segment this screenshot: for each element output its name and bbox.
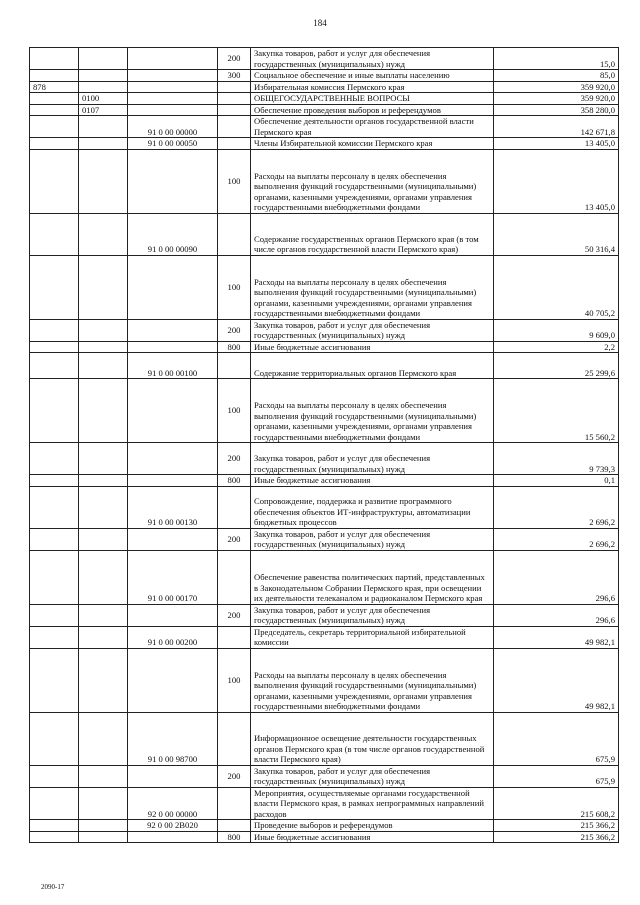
section-code-cell [79,379,128,443]
amount-cell: 215 366,2 [494,831,619,843]
amount-cell: 675,9 [494,712,619,765]
section-code-cell [79,528,128,550]
ministry-code-cell [30,765,79,787]
expense-name-cell: Расходы на выплаты персоналу в целях обеспечения выполнения функций государственными (муниципальными) органами, казенными учреждениями, органами управления государственными внебюджетными фондами [251,379,494,443]
table-row [30,550,619,604]
ministry-code-cell [30,379,79,443]
expense-kind-cell: 100 [218,648,251,712]
table-row [30,116,619,138]
table-row [30,486,619,528]
target-code-cell [128,475,218,487]
section-code-cell [79,255,128,319]
ministry-code-cell [30,486,79,528]
target-code-cell: 91 0 00 00170 [128,550,218,604]
budget-table-body [30,48,619,843]
section-code-cell [79,353,128,379]
table-row [30,765,619,787]
target-code-cell [128,379,218,443]
target-code-cell: 91 0 00 00200 [128,626,218,648]
table-row [30,70,619,82]
amount-cell: 9 609,0 [494,319,619,341]
table-row [30,81,619,93]
expense-name-cell: Иные бюджетные ассигнования [251,831,494,843]
target-code-cell [128,93,218,105]
amount-cell: 2 696,2 [494,528,619,550]
target-code-cell [128,149,218,213]
table-row [30,475,619,487]
ministry-code-cell [30,787,79,820]
amount-cell: 13 405,0 [494,149,619,213]
target-code-cell [128,648,218,712]
ministry-code-cell [30,104,79,116]
expense-kind-cell [218,353,251,379]
expense-name-cell: Сопровождение, поддержка и развитие программного обеспечения объектов ИТ-инфраструктуры, автоматизации бюджетных процессов [251,486,494,528]
expense-name-cell: Закупка товаров, работ и услуг для обеспечения государственных (муниципальных) нужд [251,48,494,70]
expense-name-cell: Социальное обеспечение и иные выплаты населению [251,70,494,82]
section-code-cell [79,81,128,93]
expense-kind-cell [218,712,251,765]
expense-kind-cell [218,787,251,820]
target-code-cell [128,70,218,82]
amount-cell: 2 696,2 [494,486,619,528]
expense-kind-cell: 100 [218,379,251,443]
target-code-cell [128,319,218,341]
ministry-code-cell [30,626,79,648]
target-code-cell [128,831,218,843]
expense-kind-cell: 200 [218,765,251,787]
amount-cell: 49 982,1 [494,648,619,712]
ministry-code-cell [30,353,79,379]
amount-cell: 142 671,8 [494,116,619,138]
ministry-code-cell [30,255,79,319]
expense-kind-cell: 200 [218,319,251,341]
target-code-cell [128,48,218,70]
section-code-cell [79,486,128,528]
amount-cell: 358 280,0 [494,104,619,116]
ministry-code-cell [30,550,79,604]
section-code-cell [79,626,128,648]
ministry-code-cell [30,149,79,213]
ministry-code-cell [30,604,79,626]
expense-kind-cell [218,104,251,116]
expense-name-cell: Закупка товаров, работ и услуг для обеспечения государственных (муниципальных) нужд [251,443,494,475]
expense-kind-cell: 800 [218,341,251,353]
expense-kind-cell: 800 [218,831,251,843]
table-row [30,379,619,443]
expense-kind-cell: 200 [218,604,251,626]
expense-name-cell: Избирательная комиссия Пермского края [251,81,494,93]
target-code-cell: 92 0 00 00000 [128,787,218,820]
table-row [30,149,619,213]
expense-kind-cell: 300 [218,70,251,82]
amount-cell: 675,9 [494,765,619,787]
ministry-code-cell [30,820,79,832]
amount-cell: 296,6 [494,550,619,604]
section-code-cell [79,213,128,255]
section-code-cell [79,787,128,820]
expense-name-cell: Иные бюджетные ассигнования [251,341,494,353]
section-code-cell [79,70,128,82]
ministry-code-cell [30,48,79,70]
target-code-cell: 91 0 00 00090 [128,213,218,255]
table-row [30,255,619,319]
expense-kind-cell: 100 [218,255,251,319]
section-code-cell [79,550,128,604]
expense-kind-cell: 200 [218,528,251,550]
table-row [30,712,619,765]
ministry-code-cell [30,116,79,138]
table-row [30,213,619,255]
expense-kind-cell [218,626,251,648]
table-row [30,93,619,105]
table-row [30,831,619,843]
table-row [30,820,619,832]
target-code-cell [128,604,218,626]
expense-name-cell: Обеспечение равенства политических партий, представленных в Законодательном Собрании Пермского края, при освещении их деятельности телеканалом и радиоканалом Пермского края [251,550,494,604]
amount-cell: 2,2 [494,341,619,353]
target-code-cell [128,341,218,353]
target-code-cell: 91 0 00 98700 [128,712,218,765]
expense-name-cell: Закупка товаров, работ и услуг для обеспечения государственных (муниципальных) нужд [251,319,494,341]
target-code-cell: 91 0 00 00130 [128,486,218,528]
section-code-cell: 0107 [79,104,128,116]
ministry-code-cell [30,475,79,487]
amount-cell: 50 316,4 [494,213,619,255]
expense-kind-cell [218,93,251,105]
expense-name-cell: Расходы на выплаты персоналу в целях обеспечения выполнения функций государственными (муниципальными) органами, казенными учреждениями, органами управления государственными внебюджетными фондами [251,255,494,319]
expense-name-cell: Закупка товаров, работ и услуг для обеспечения государственных (муниципальных) нужд [251,528,494,550]
table-row [30,138,619,150]
expense-kind-cell [218,81,251,93]
table-row [30,353,619,379]
expense-name-cell: Иные бюджетные ассигнования [251,475,494,487]
amount-cell: 49 982,1 [494,626,619,648]
section-code-cell [79,831,128,843]
table-row [30,528,619,550]
expense-kind-cell [218,486,251,528]
expense-kind-cell [218,820,251,832]
expense-name-cell: Мероприятия, осуществляемые органами государственной власти Пермского края, в рамках непрограммных направлений расходов [251,787,494,820]
table-row [30,104,619,116]
amount-cell: 9 739,3 [494,443,619,475]
target-code-cell: 91 0 00 00000 [128,116,218,138]
expense-name-cell: Проведение выборов и референдумов [251,820,494,832]
expense-kind-cell [218,138,251,150]
target-code-cell [128,528,218,550]
ministry-code-cell [30,341,79,353]
ministry-code-cell [30,319,79,341]
section-code-cell [79,443,128,475]
target-code-cell [128,443,218,475]
amount-cell: 15,0 [494,48,619,70]
ministry-code-cell: 878 [30,81,79,93]
expense-name-cell: Закупка товаров, работ и услуг для обеспечения государственных (муниципальных) нужд [251,765,494,787]
expense-name-cell: Члены Избирательной комиссии Пермского края [251,138,494,150]
target-code-cell: 91 0 00 00050 [128,138,218,150]
section-code-cell [79,149,128,213]
target-code-cell [128,255,218,319]
expense-name-cell: Содержание государственных органов Пермского края (в том числе органов государственной власти Пермского края) [251,213,494,255]
expense-name-cell: Расходы на выплаты персоналу в целях обеспечения выполнения функций государственными (муниципальными) органами, казенными учреждениями, органами управления государственными внебюджетными фондами [251,648,494,712]
section-code-cell [79,648,128,712]
section-code-cell [79,341,128,353]
ministry-code-cell [30,93,79,105]
table-row [30,48,619,70]
ministry-code-cell [30,138,79,150]
ministry-code-cell [30,213,79,255]
table-row [30,319,619,341]
section-code-cell [79,116,128,138]
expense-kind-cell: 800 [218,475,251,487]
section-code-cell [79,475,128,487]
expense-name-cell: Обеспечение проведения выборов и референдумов [251,104,494,116]
section-code-cell: 0100 [79,93,128,105]
expense-name-cell: Закупка товаров, работ и услуг для обеспечения государственных (муниципальных) нужд [251,604,494,626]
section-code-cell [79,319,128,341]
target-code-cell: 91 0 00 00100 [128,353,218,379]
expense-name-cell: Содержание территориальных органов Пермского края [251,353,494,379]
amount-cell: 15 560,2 [494,379,619,443]
amount-cell: 40 705,2 [494,255,619,319]
amount-cell: 13 405,0 [494,138,619,150]
expense-kind-cell: 200 [218,443,251,475]
expense-kind-cell: 100 [218,149,251,213]
amount-cell: 215 608,2 [494,787,619,820]
table-row [30,626,619,648]
amount-cell: 85,0 [494,70,619,82]
section-code-cell [79,48,128,70]
target-code-cell [128,765,218,787]
expense-name-cell: Информационное освещение деятельности государственных органов Пермского края (в том числе органов государственной власти Пермского края) [251,712,494,765]
amount-cell: 0,1 [494,475,619,487]
expense-name-cell: ОБЩЕГОСУДАРСТВЕННЫЕ ВОПРОСЫ [251,93,494,105]
section-code-cell [79,820,128,832]
table-row [30,443,619,475]
expense-kind-cell [218,116,251,138]
table-row [30,648,619,712]
ministry-code-cell [30,443,79,475]
expense-kind-cell [218,550,251,604]
amount-cell: 25 299,6 [494,353,619,379]
table-row [30,604,619,626]
budget-table [29,47,619,843]
table-row [30,787,619,820]
target-code-cell [128,81,218,93]
page-number: 184 [313,18,327,28]
section-code-cell [79,765,128,787]
expense-kind-cell: 200 [218,48,251,70]
ministry-code-cell [30,712,79,765]
ministry-code-cell [30,831,79,843]
amount-cell: 215 366,2 [494,820,619,832]
target-code-cell: 92 0 00 2В020 [128,820,218,832]
amount-cell: 359 920,0 [494,93,619,105]
ministry-code-cell [30,648,79,712]
target-code-cell [128,104,218,116]
section-code-cell [79,138,128,150]
expense-name-cell: Председатель, секретарь территориальной избирательной комиссии [251,626,494,648]
section-code-cell [79,712,128,765]
section-code-cell [79,604,128,626]
amount-cell: 296,6 [494,604,619,626]
table-row [30,341,619,353]
expense-name-cell: Обеспечение деятельности органов государственной власти Пермского края [251,116,494,138]
ministry-code-cell [30,528,79,550]
expense-kind-cell [218,213,251,255]
amount-cell: 359 920,0 [494,81,619,93]
expense-name-cell: Расходы на выплаты персоналу в целях обеспечения выполнения функций государственными (муниципальными) органами, казенными учреждениями, органами управления государственными внебюджетными фондами [251,149,494,213]
ministry-code-cell [30,70,79,82]
footer-code: 2090-17 [41,883,65,891]
